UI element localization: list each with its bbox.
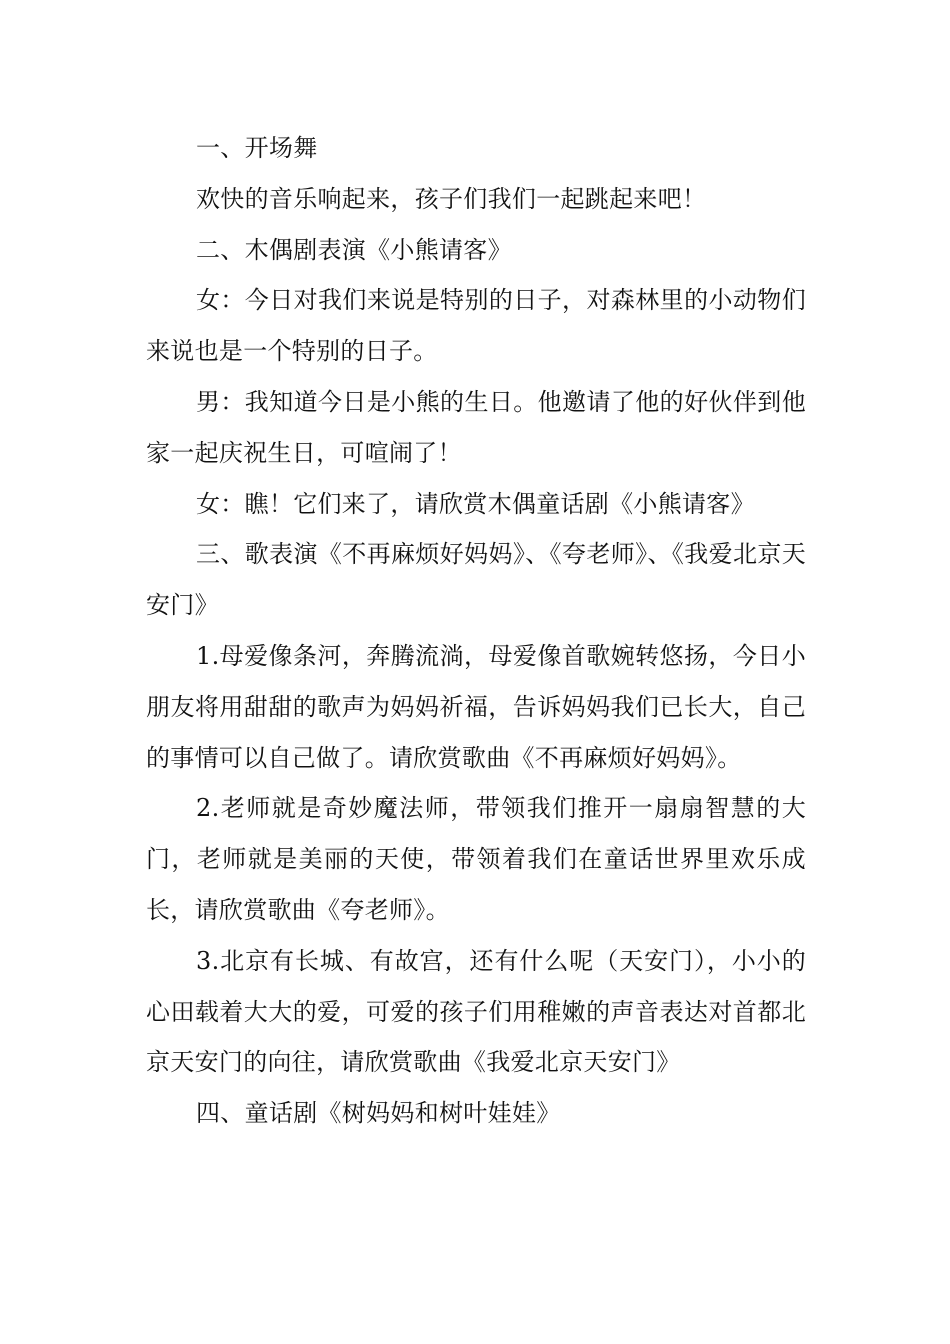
paragraph-song-1: 1.母爱像条河，奔腾流淌，母爱像首歌婉转悠扬，今日小朋友将用甜甜的歌声为妈妈祈福，告诉妈妈我们已长大，自己的事情可以自己做了。请欣赏歌曲《不再麻烦好妈妈》。 [146,641,806,772]
heading-opening-dance: 一、开场舞 [196,134,318,162]
heading-puppet-show: 二、木偶剧表演《小熊请客》 [196,235,512,264]
paragraph-song-3: 3.北京有长城、有故宫，还有什么呢（天安门），小小的心田载着大大的爱，可爱的孩子们用稚嫩的声音表达对首都北京天安门的向往，请欣赏歌曲《我爱北京天安门》 [146,946,806,1077]
heading-song-performance: 三、歌表演《不再麻烦好妈妈》、《夸老师》、《我爱北京天安门》 [146,540,806,620]
paragraph-female-host-2: 女：瞧！它们来了，请欣赏木偶童话剧《小熊请客》 [196,489,755,518]
paragraph-song-2: 2.老师就是奇妙魔法师，带领我们推开一扇扇智慧的大门，老师就是美丽的天使，带领着我们在童话世界里欢乐成长，请欣赏歌曲《夸老师》。 [146,794,806,924]
paragraph-male-host: 男：我知道今日是小熊的生日。他邀请了他的好伙伴到他家一起庆祝生日，可喧闹了！ [146,387,806,467]
document-body [146,123,806,1139]
paragraph-female-host-1: 女：今日对我们来说是特别的日子，对森林里的小动物们来说也是一个特别的日子。 [146,286,806,366]
paragraph-opening-dance-text: 欢快的音乐响起来，孩子们我们一起跳起来吧！ [196,184,707,213]
heading-fairy-tale-play: 四、童话剧《树妈妈和树叶娃娃》 [196,1099,561,1128]
